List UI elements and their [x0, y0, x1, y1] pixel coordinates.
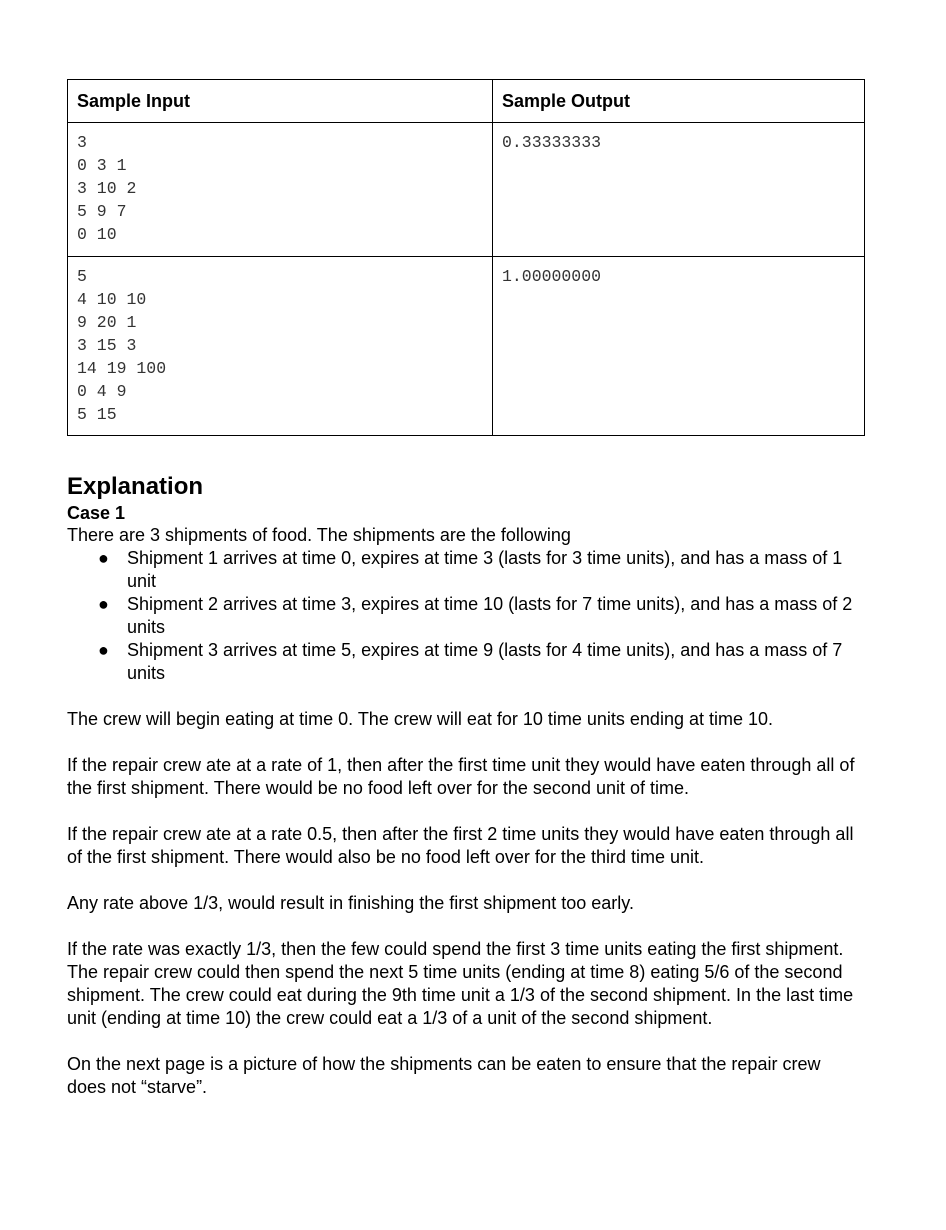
- sample-output-header: Sample Output: [493, 80, 865, 123]
- list-item: [98, 593, 864, 639]
- sample-input-cell: [68, 257, 493, 436]
- paragraph: On the next page is a picture of how the shipments can be eaten to ensure that the repair crew does not “starve”.: [67, 1054, 821, 1097]
- sample-input-header: Sample Input: [68, 80, 493, 123]
- table-row: [68, 257, 865, 436]
- sample-input-cell: [68, 123, 493, 257]
- list-item-text: Shipment 1 arrives at time 0, expires at time 3 (lasts for 3 time units), and has a mass of 1 unit: [127, 548, 843, 591]
- paragraph: If the repair crew ate at a rate 0.5, then after the first 2 time units they would have eaten through all of the first shipment. There would also be no food left over for the third time unit.: [67, 824, 854, 867]
- list-item: [98, 639, 864, 685]
- sample-output-cell: [493, 257, 865, 436]
- sample-output-cell: [493, 123, 865, 257]
- list-item-text: Shipment 2 arrives at time 3, expires at time 10 (lasts for 7 time units), and has a mass of 2 units: [127, 594, 853, 637]
- sample-input-text: 5 4 10 10 9 20 1 3 15 3 14 19 100 0 4 9 5 15: [77, 267, 167, 424]
- table-header-row: [68, 80, 865, 123]
- case-heading: Case 1: [67, 503, 126, 523]
- paragraph: The crew will begin eating at time 0. The crew will eat for 10 time units ending at time 10.: [67, 709, 774, 729]
- paragraph: If the rate was exactly 1/3, then the few could spend the first 3 time units eating the first shipment. The repair crew could then spend the next 5 time units (ending at time 8) eating 5/6 of the second shipment. The crew could eat during the 9th time unit a 1/3 of the second shipment. In the last time unit (ending at time 10) the crew could eat a 1/3 of a unit of the second shipment.: [67, 939, 854, 1028]
- bullet-icon: ●: [98, 548, 109, 568]
- document-page: [67, 79, 864, 1099]
- sample-input-text: 3 0 3 1 3 10 2 5 9 7 0 10: [77, 133, 137, 244]
- shipment-list: [67, 547, 864, 685]
- table-row: [68, 123, 865, 257]
- paragraph: If the repair crew ate at a rate of 1, then after the first time unit they would have eaten through all of the first shipment. There would be no food left over for the second unit of time.: [67, 755, 855, 798]
- sample-output-text: 1.00000000: [502, 267, 602, 286]
- intro-paragraph: There are 3 shipments of food. The shipments are the following: [67, 525, 571, 545]
- sample-table: [67, 79, 865, 436]
- sample-output-text: 0.33333333: [502, 133, 602, 152]
- list-item: [98, 547, 864, 593]
- explanation-heading: Explanation: [67, 473, 204, 500]
- bullet-icon: ●: [98, 594, 109, 614]
- bullet-icon: ●: [98, 640, 109, 660]
- paragraph: Any rate above 1/3, would result in finishing the first shipment too early.: [67, 893, 634, 913]
- list-item-text: Shipment 3 arrives at time 5, expires at time 9 (lasts for 4 time units), and has a mass of 7 units: [127, 640, 843, 683]
